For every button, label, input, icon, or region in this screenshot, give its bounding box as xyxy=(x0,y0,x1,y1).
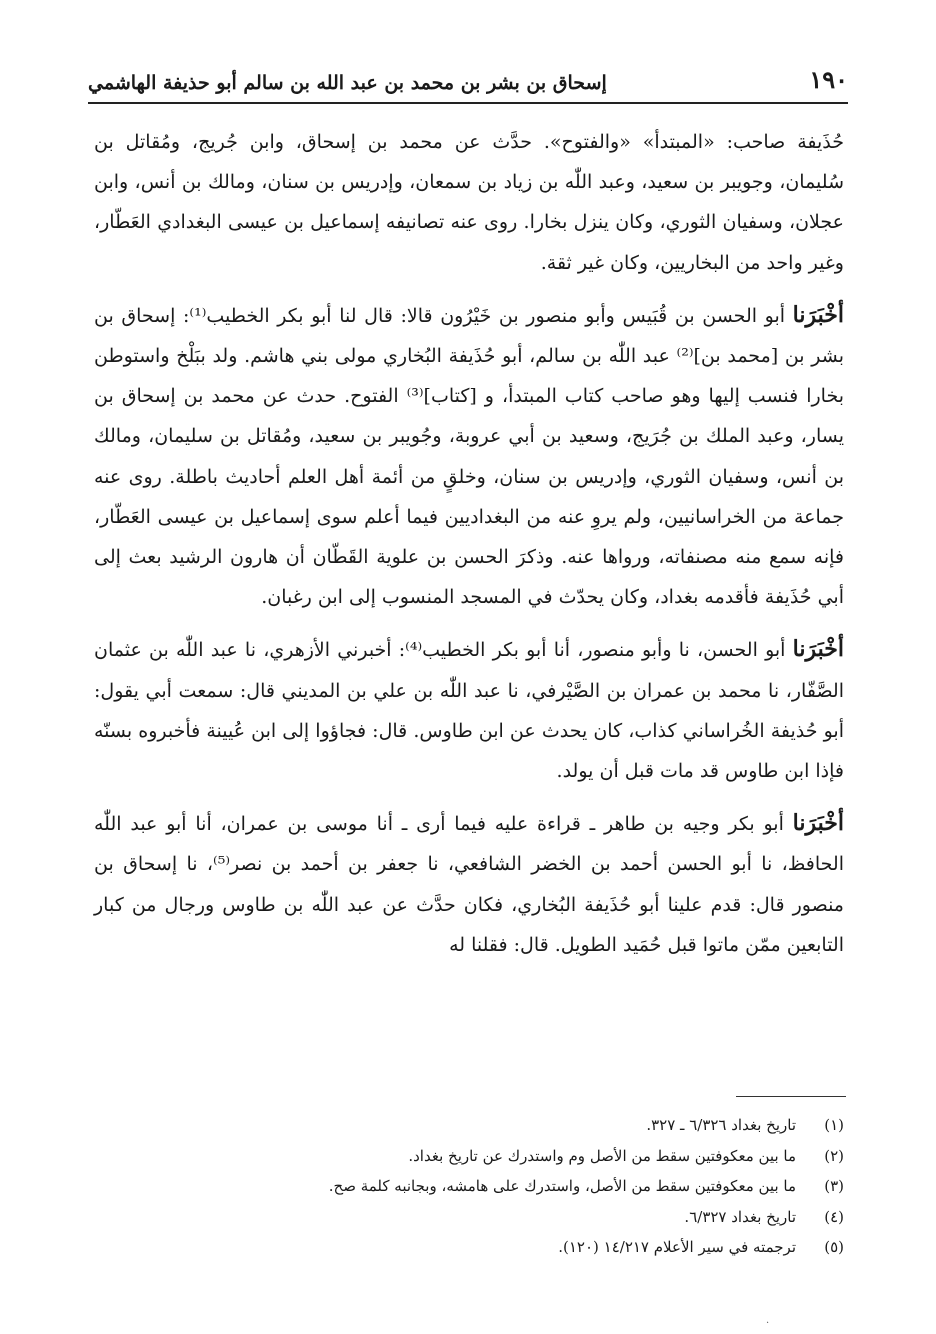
paragraph-text: أبو بكر وجيه بن طاهر ـ قراءة عليه فيما أرى ـ أنا موسى بن عمران، أنا أبو عبد اللّٰه الحافظ، نا أبو الحسن أحمد بن الخضر الشافعي، نا جعفر بن أحمد بن نصر⁽⁵⁾، نا إسحاق بن منصور قال: قدم علينا أبو حُذَيفة البُخاري، فكان حدَّث عن عبد اللّٰه بن طاوس ورجال من كبار التابعين ممّن ماتوا قبل حُمَيد الطويل. قال: فقلنا له xyxy=(94,813,844,956)
footnote-number: (٢) xyxy=(824,1146,844,1165)
footnote-divider xyxy=(736,1096,846,1097)
footnotes xyxy=(94,1110,844,1263)
footnote-2 xyxy=(94,1141,844,1172)
paragraph-text: أبو الحسن بن قُبَيس وأبو منصور بن خَيْرُون قالا: قال لنا أبو بكر الخطيب⁽¹⁾: إسحاق بن بشر بن [محمد بن]⁽²⁾ عبد اللّٰه بن سالم، أبو حُذَيفة البُخاري مولى بني هاشم. ولد ببَلْخ واستوطن بخارا فنسب إليها وهو صاحب كتاب المبتدأ، و [كتاب]⁽³⁾ الفتوح. حدث عن محمد بن إسحاق بن يسار، وعبد الملك بن جُرَيج، وسعيد بن أبي عروبة، وجُويبر بن سعيد، ومُقاتل بن سليمان، ومالك بن أنس، وسفيان الثوري، وإدريس بن سنان، وخلقٍ من أئمة أهل العلم أحاديث باطلة. روى عنه جماعة من الخراسانيين، ولم يروِ عنه من البغداديين فيما أعلم سوى إسماعيل بن عيسى العَطّار، فإنه سمع منه مصنفاته، ورواها عنه. وذكرَ الحسن بن علوية القَطّان أن هارون الرشيد بعث إلى أبي حُذَيفة فأقدمه بغداد، وكان يحدّث في المسجد المنسوب إلى ابن رغبان. xyxy=(94,304,845,609)
footnote-3 xyxy=(94,1171,844,1202)
paragraph-lead-word: أخْبَرَنا xyxy=(792,636,844,663)
footnote-text: تاريخ بغداد ٦/٣٢٦ ـ ٣٢٧. xyxy=(646,1116,796,1134)
scan-mark: · xyxy=(766,1318,770,1329)
footnote-number: (٣) xyxy=(824,1177,844,1195)
paragraph-text: أبو الحسن، نا وأبو منصور، أنا أبو بكر الخطيب⁽⁴⁾: أخبرني الأزهري، نا عبد اللّٰه بن عثمان الصَّفّار، نا محمد بن عمران بن الصَّيْرفي، نا عبد اللّٰه بن علي بن المديني قال: سمعت أبي يقول: أبو حُذيفة الخُراساني كذاب، كان يحدث عن ابن طاوس. قال: فجاؤوا إلى ابن عُيينة فأخبروه بسنّه فإذا ابن طاوس قد مات قبل أن يولد. xyxy=(94,639,844,783)
running-title: إسحاق بن بشر بن محمد بن عبد الله بن سالم أبو حذيفة الهاشمي xyxy=(88,72,607,94)
footnote-number: (٥) xyxy=(824,1238,844,1256)
page-header xyxy=(88,58,848,104)
paragraph-3 xyxy=(94,629,844,791)
footnote-4 xyxy=(94,1202,844,1233)
page-number: ١٩٠ xyxy=(809,65,848,94)
footnote-text: ما بين معكوفتين سقط من الأصل، واستدرك على هامشه، وبجانبه كلمة صح. xyxy=(328,1177,796,1195)
footnote-text: ما بين معكوفتين سقط من الأصل وم واستدرك عن تاريخ بغداد. xyxy=(408,1146,796,1165)
footnote-5 xyxy=(94,1232,844,1263)
paragraph-lead-word: أخْبَرَنا xyxy=(792,301,844,328)
footnote-number: (١) xyxy=(824,1116,844,1134)
paragraph-lead-word: أخْبَرَنا xyxy=(792,810,844,837)
footnote-1 xyxy=(94,1110,844,1141)
paragraph-2 xyxy=(94,295,844,618)
paragraph-4 xyxy=(94,803,844,965)
footnote-text: تاريخ بغداد ٦/٣٢٧. xyxy=(684,1207,796,1226)
footnote-number: (٤) xyxy=(824,1207,844,1226)
main-text xyxy=(94,122,844,973)
footnote-text: ترجمته في سير الأعلام ١٤/٢١٧ (١٢٠). xyxy=(558,1238,796,1256)
paragraph-1: حُذَيفة صاحب: «المبتدأ» «والفتوح». حدَّث عن محمد بن إسحاق، وابن جُريج، ومُقاتل بن سُليمان، وجويبر بن سعيد، وعبد اللّٰه بن زياد بن سمعان، وإدريس بن سنان، ومالك بن أنس، وابن عجلان، وسفيان الثوري، وكان ينزل بخارا. روى عنه تصانيفه إسماعيل بن عيسى البغدادي العَطّار، وغير واحد من البخاريين، وكان غير ثقة. xyxy=(94,131,844,274)
